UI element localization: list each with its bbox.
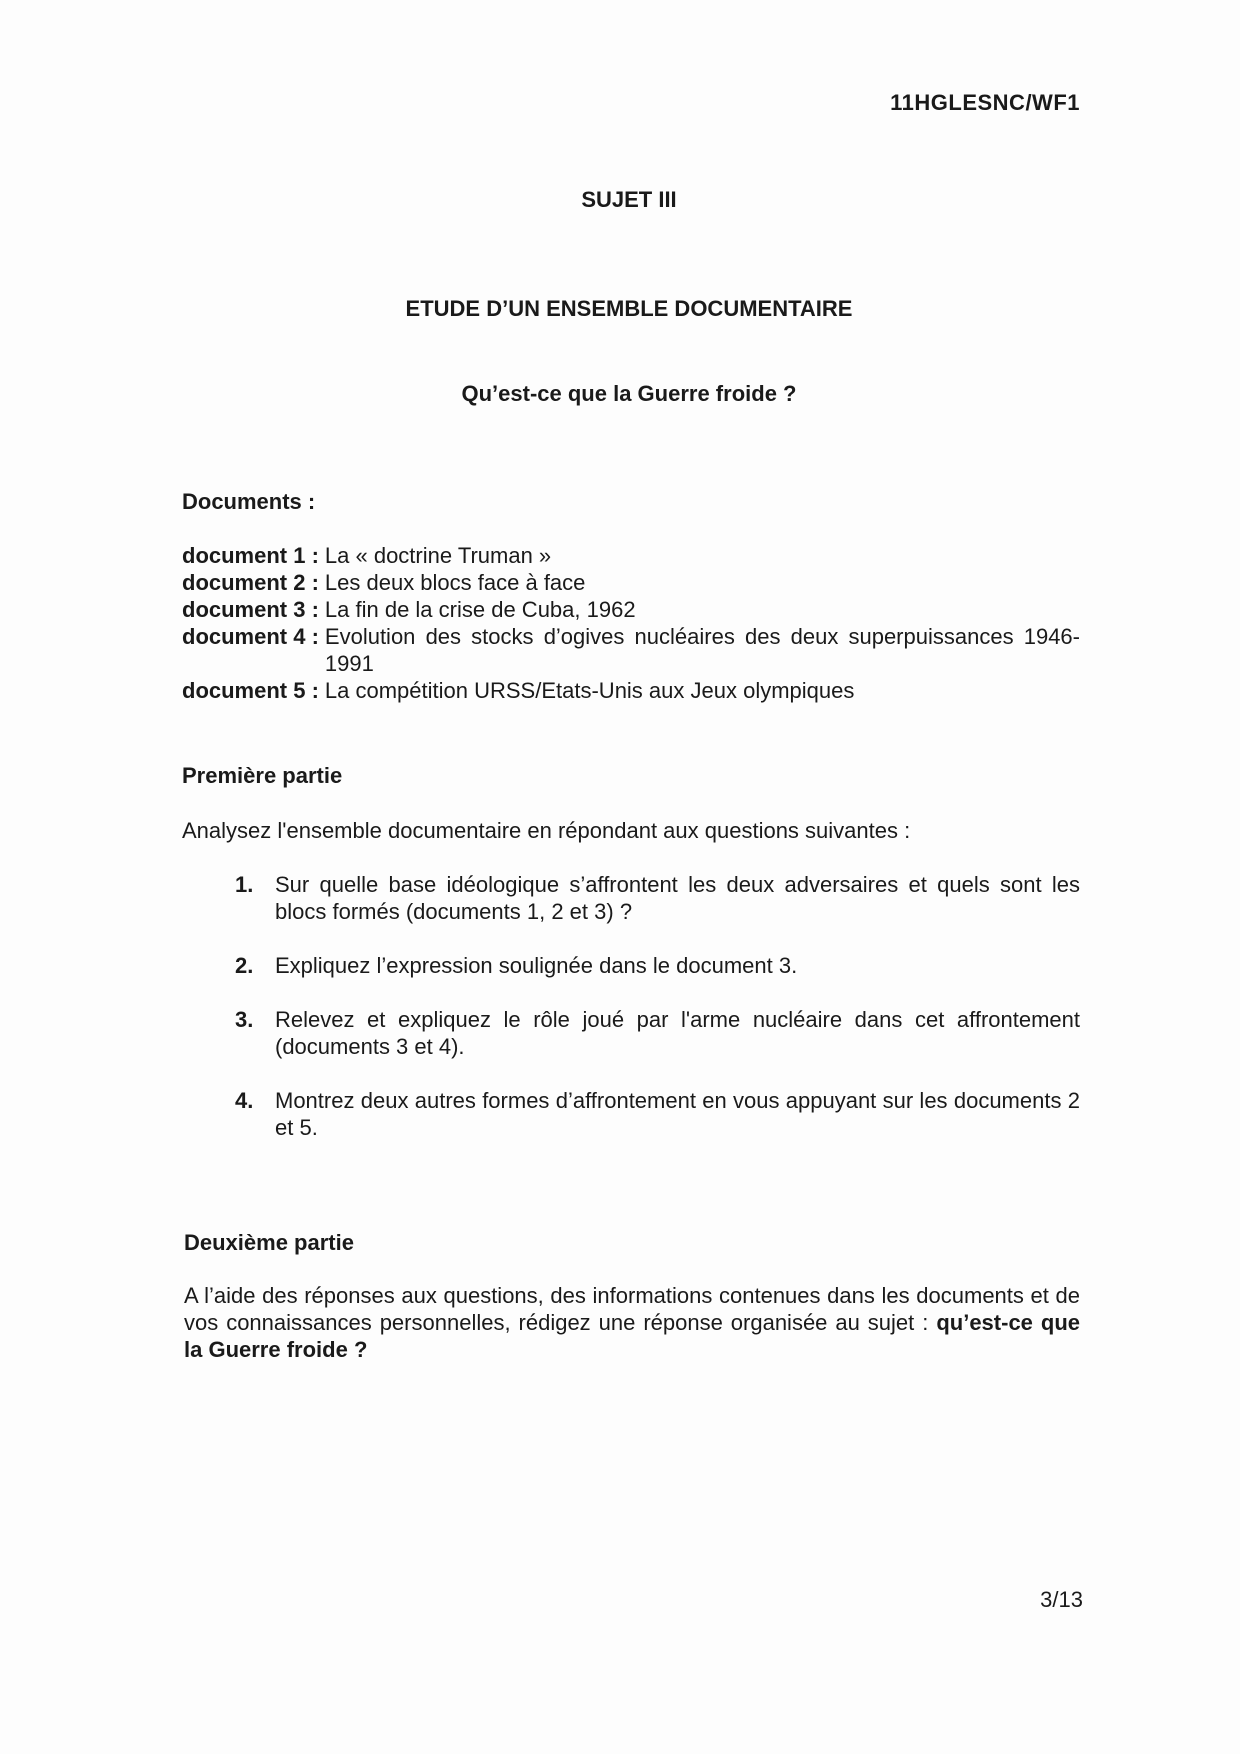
document-item <box>182 569 1080 596</box>
question-text: Montrez deux autres formes d’affrontement en vous appuyant sur les documents 2 et 5. <box>275 1088 1080 1140</box>
document-item <box>182 677 1080 704</box>
document-list <box>182 542 1080 704</box>
part2-question: qu’est-ce que la Guerre froide ? <box>184 1310 1080 1362</box>
subject-number: SUJET III <box>581 187 677 212</box>
document-item <box>182 596 1080 623</box>
question-item <box>235 871 1080 925</box>
question-item <box>235 1006 1080 1060</box>
document-title: La « doctrine Truman » <box>324 543 552 568</box>
document-item <box>182 542 1080 569</box>
document-title: Les deux blocs face à face <box>324 570 586 595</box>
question-number: 2. <box>235 953 254 978</box>
question-number: 1. <box>235 872 254 897</box>
question-text: Expliquez l’expression soulignée dans le document 3. <box>275 953 798 978</box>
part1-title: Première partie <box>182 763 343 788</box>
document-label: document 2 : <box>182 570 319 595</box>
exercise-type: ETUDE D’UN ENSEMBLE DOCUMENTAIRE <box>405 296 853 321</box>
question-list <box>235 871 1080 1168</box>
reference-code: 11HGLESNC/WF1 <box>890 90 1080 115</box>
document-label: document 4 : <box>182 624 319 649</box>
document-label: document 5 : <box>182 678 319 703</box>
document-item <box>182 623 1080 677</box>
part2-instructions <box>184 1282 1080 1363</box>
question-item <box>235 1087 1080 1141</box>
question-number: 3. <box>235 1007 254 1032</box>
question-text: Relevez et expliquez le rôle joué par l'arme nucléaire dans cet affrontement (documents 3 et 4). <box>275 1007 1080 1059</box>
page-number: 3/13 <box>1040 1587 1083 1612</box>
part2-text: A l’aide des réponses aux questions, des informations contenues dans les documents et de vos connaissances personnelles, rédigez une réponse organisée au sujet : <box>184 1283 1080 1335</box>
document-title: La fin de la crise de Cuba, 1962 <box>324 597 636 622</box>
document-label: document 1 : <box>182 543 319 568</box>
documents-heading: Documents : <box>182 489 316 514</box>
question-item <box>235 952 1080 979</box>
document-label: document 3 : <box>182 597 319 622</box>
question-number: 4. <box>235 1088 254 1113</box>
part1-intro: Analysez l'ensemble documentaire en répondant aux questions suivantes : <box>182 818 911 843</box>
part2-title: Deuxième partie <box>184 1230 354 1255</box>
question-text: Sur quelle base idéologique s’affrontent les deux adversaires et quels sont les blocs formés (documents 1, 2 et 3) ? <box>275 872 1080 924</box>
question-title: Qu’est-ce que la Guerre froide ? <box>461 381 797 406</box>
document-title: Evolution des stocks d’ogives nucléaires des deux superpuissances 1946-1991 <box>324 624 1080 676</box>
document-title: La compétition URSS/Etats-Unis aux Jeux olympiques <box>324 678 855 703</box>
